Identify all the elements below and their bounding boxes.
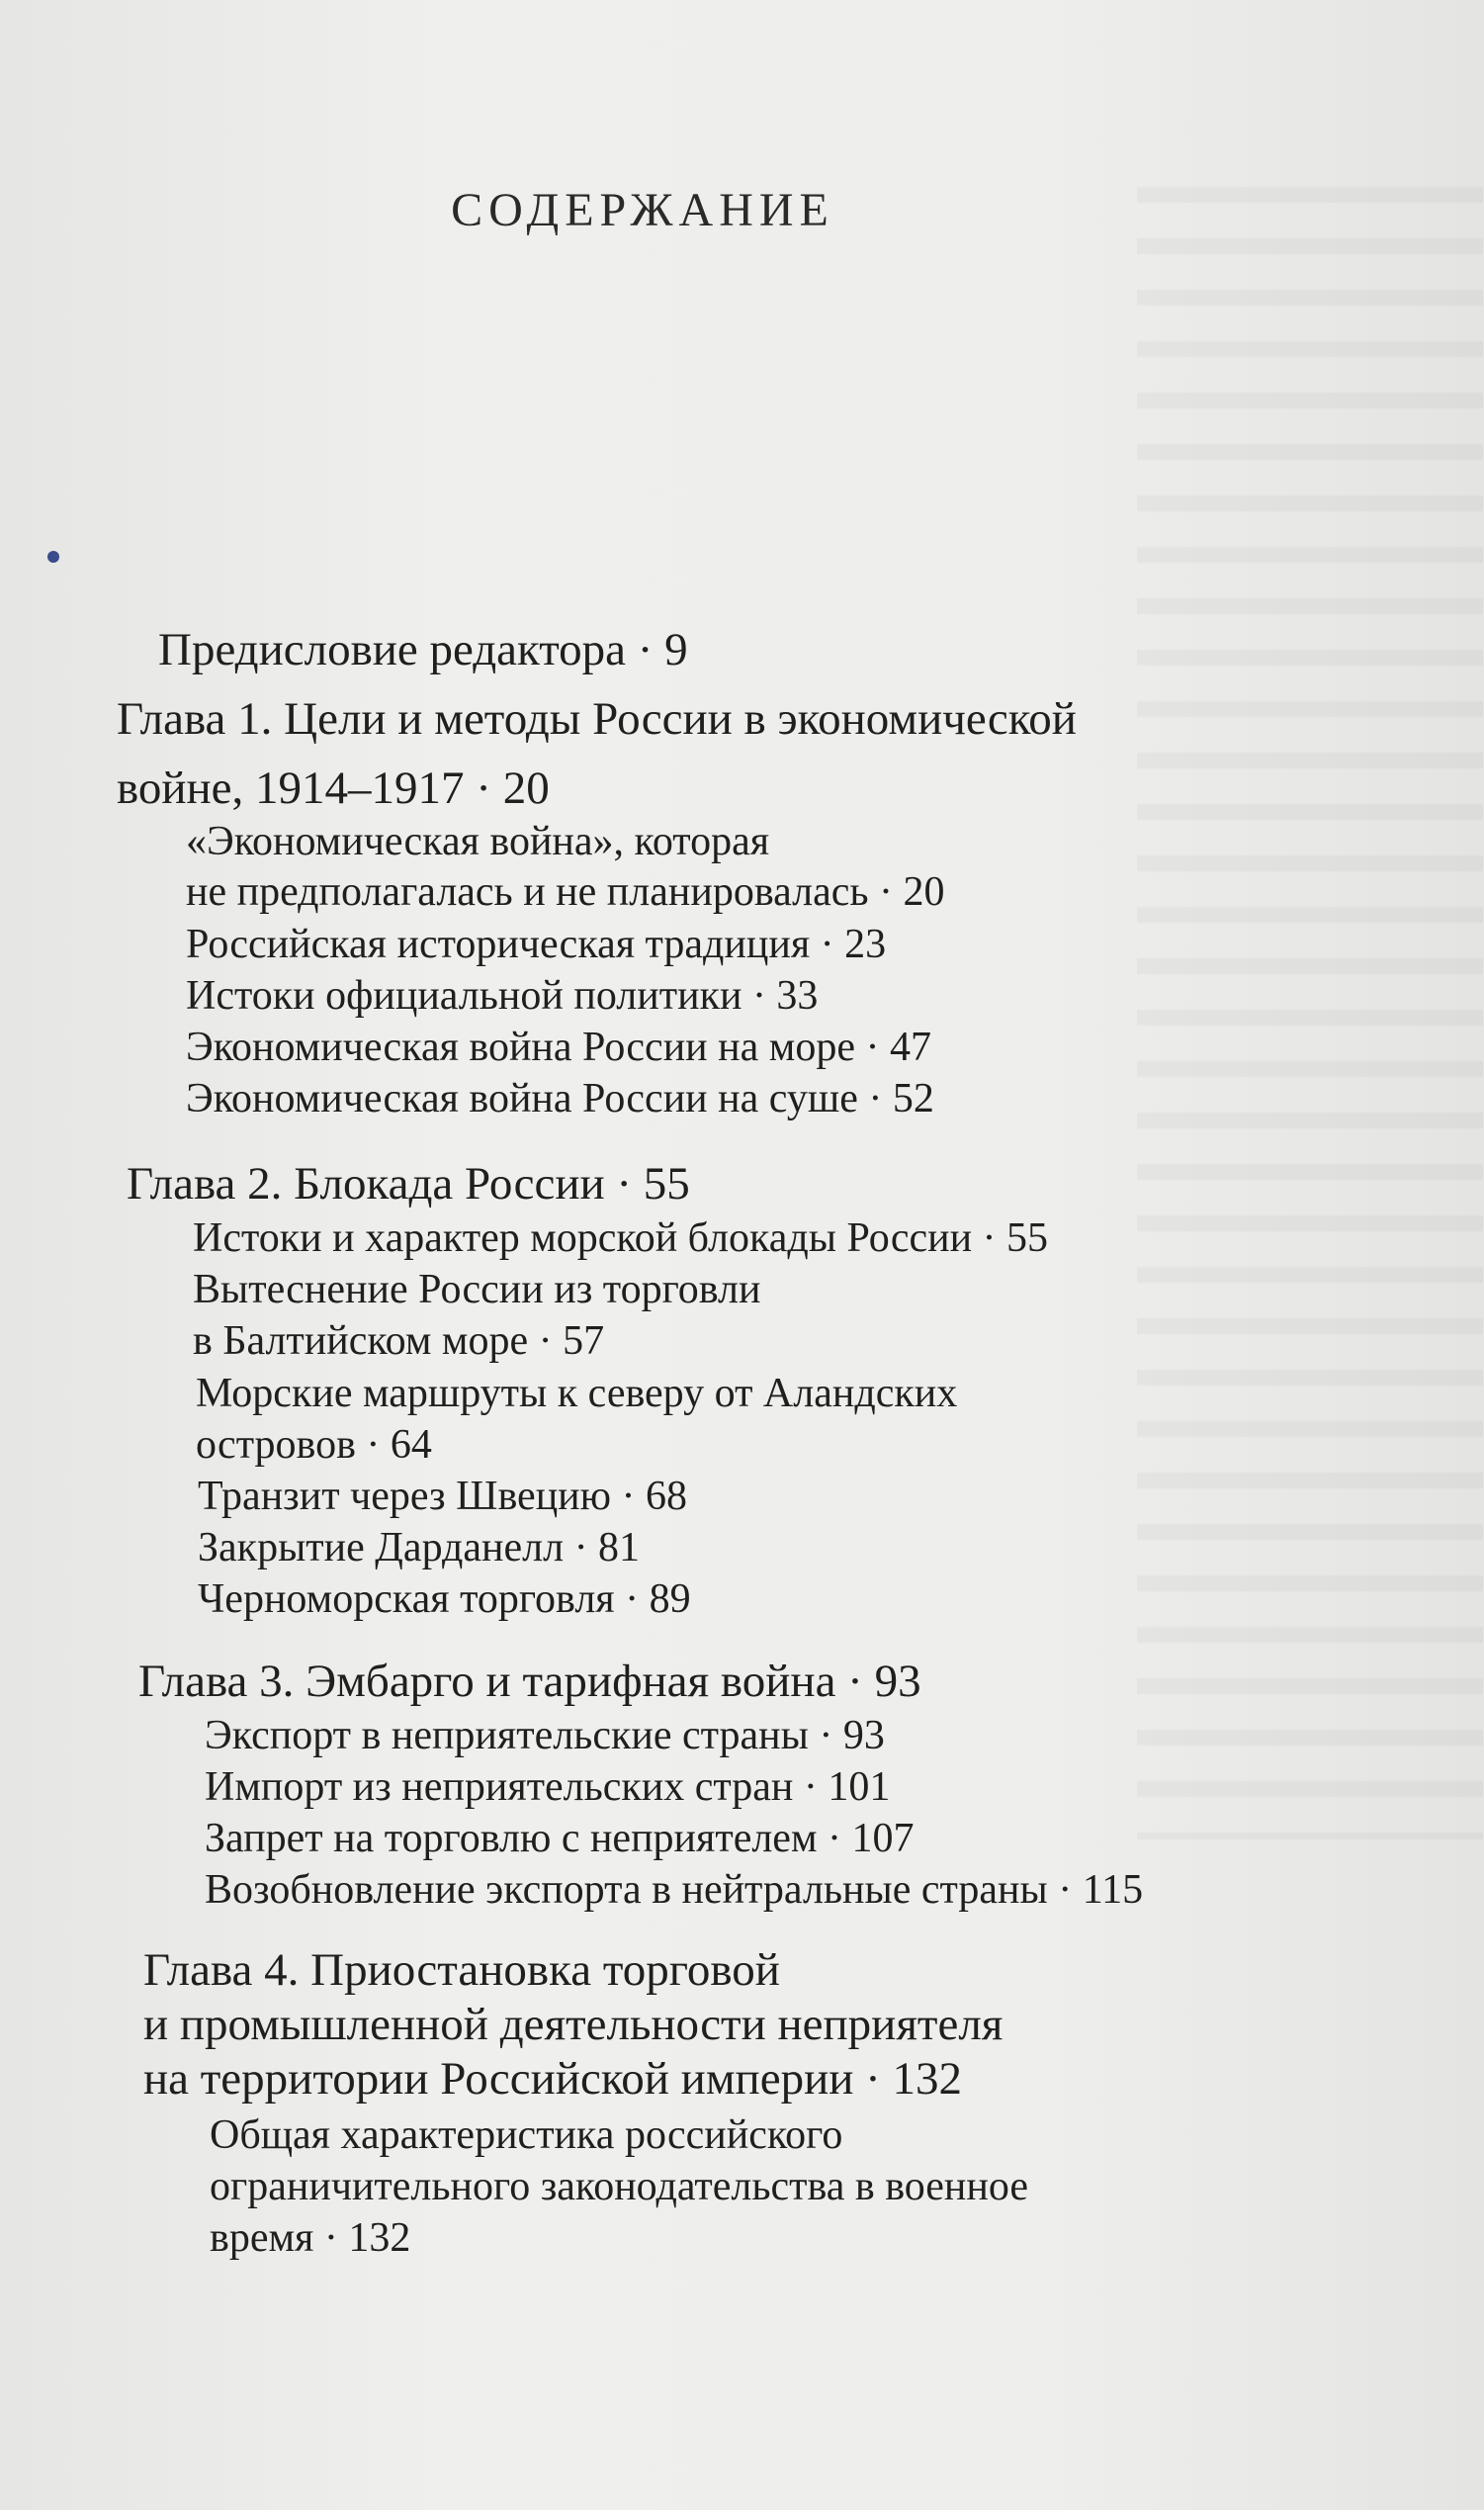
toc-chapter-1-line-2: войне, 1914–1917 · 20 xyxy=(117,762,550,814)
toc-section: Морские маршруты к северу от Аландских xyxy=(196,1371,958,1416)
toc-chapter-3: Глава 3. Эмбарго и тарифная война · 93 xyxy=(138,1656,921,1707)
toc-section: Истоки и характер морской блокады России · 55 xyxy=(193,1215,1049,1261)
toc-chapter-4-line-3: на территории Российской империи · 132 xyxy=(143,2053,963,2105)
toc-section: Экономическая война России на суше · 52 xyxy=(186,1076,934,1121)
toc-section: время · 132 xyxy=(210,2215,411,2261)
toc-section: Закрытие Дарданелл · 81 xyxy=(198,1525,641,1570)
show-through-text xyxy=(1137,158,1483,1839)
toc-chapter-4-line-2: и промышленной деятельности неприятеля xyxy=(143,1999,1004,2050)
toc-section: Экономическая война России на море · 47 xyxy=(186,1025,931,1070)
toc-section: Экспорт в неприятельские страны · 93 xyxy=(205,1713,885,1758)
toc-section: Черноморская торговля · 89 xyxy=(198,1576,691,1622)
toc-section: Возобновление экспорта в нейтральные страны · 115 xyxy=(205,1867,1144,1913)
toc-chapter-2: Глава 2. Блокада России · 55 xyxy=(127,1158,690,1210)
contents-heading: СОДЕРЖАНИЕ xyxy=(451,184,834,236)
toc-section: Вытеснение России из торговли xyxy=(193,1267,761,1312)
toc-entry-preface: Предисловие редактора · 9 xyxy=(158,624,688,675)
toc-section: не предполагалась и не планировалась · 20 xyxy=(186,869,945,915)
toc-section: ограничительного законодательства в военное xyxy=(210,2164,1029,2209)
toc-section: Российская историческая традиция · 23 xyxy=(186,922,887,967)
toc-section: Запрет на торговлю с неприятелем · 107 xyxy=(205,1816,915,1861)
ink-dot xyxy=(47,551,59,563)
toc-chapter-1-line-1: Глава 1. Цели и методы России в экономической xyxy=(117,693,1077,745)
toc-section: Истоки официальной политики · 33 xyxy=(186,973,819,1019)
toc-section: островов · 64 xyxy=(196,1422,432,1468)
toc-section: в Балтийском море · 57 xyxy=(193,1318,605,1364)
toc-section: Общая характеристика российского xyxy=(210,2112,843,2158)
toc-section: Импорт из неприятельских стран · 101 xyxy=(205,1764,891,1810)
toc-chapter-4-line-1: Глава 4. Приостановка торговой xyxy=(143,1944,780,1996)
toc-section: «Экономическая война», которая xyxy=(186,819,770,864)
toc-section: Транзит через Швецию · 68 xyxy=(198,1474,688,1519)
